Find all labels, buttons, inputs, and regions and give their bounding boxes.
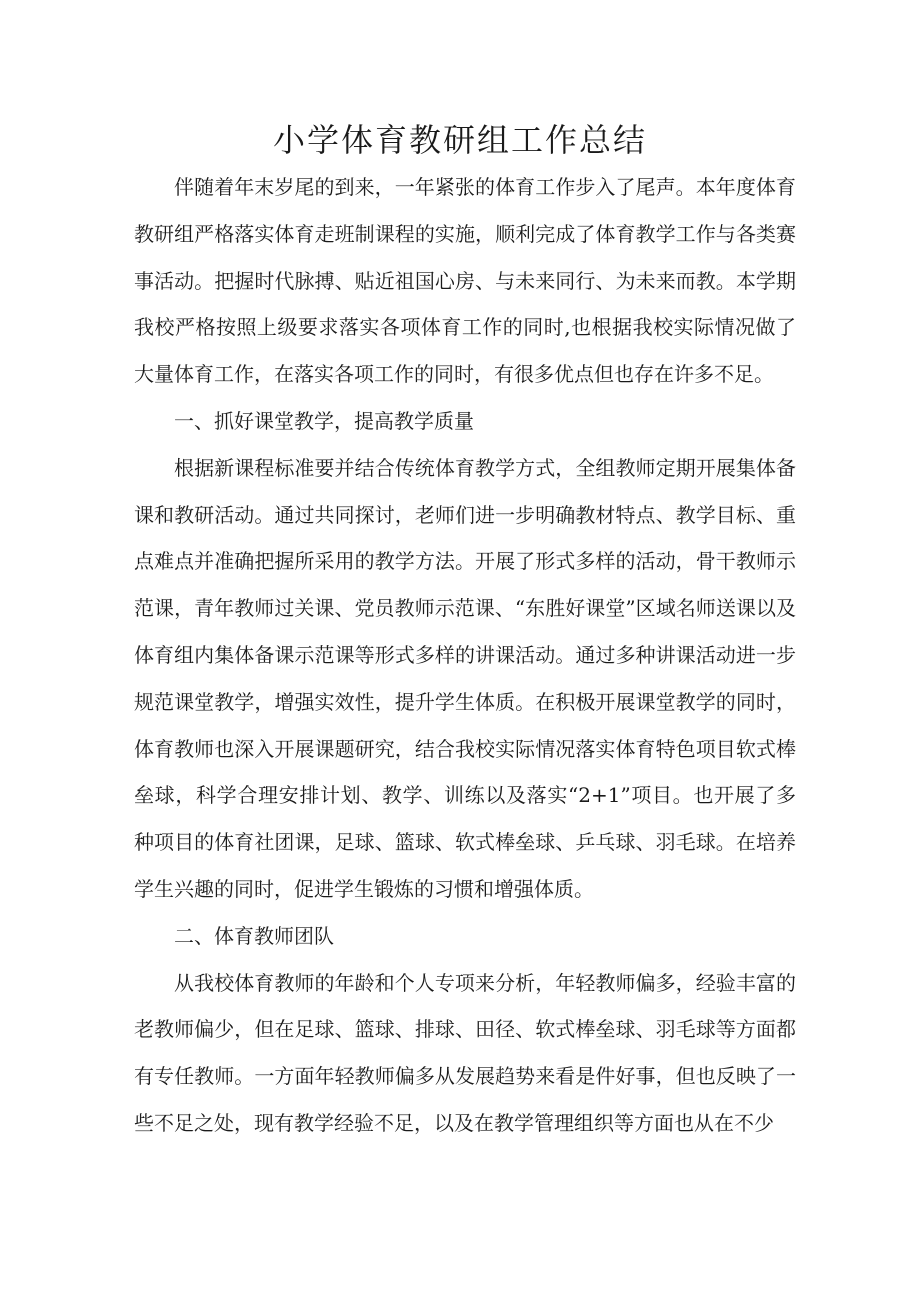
document-body xyxy=(134,164,796,1147)
section-2-paragraph: 从我校体育教师的年龄和个人专项来分析，年轻教师偏多，经验丰富的老教师偏少，但在足球、篮球、排球、田径、软式棒垒球、羽毛球等方面都有专任教师。一方面年轻教师偏多从发展趋势来看是件好事，但也反映了一些不足之处，现有教学经验不足，以及在教学管理组织等方面也从在不少 xyxy=(134,970,796,1135)
section-heading-1: 一、抓好课堂教学，提高教学质量 xyxy=(174,408,474,433)
document-title: 小学体育教研组工作总结 xyxy=(272,121,647,159)
section-heading-2: 二、体育教师团队 xyxy=(174,923,334,948)
section-1-paragraph: 根据新课程标准要并结合传统体育教学方式，全组教师定期开展集体备课和教研活动。通过共同探讨，老师们进一步明确教材特点、教学目标、重点难点并准确把握所采用的教学方法。开展了形式多样的活动，骨干教师示范课，青年教师过关课、党员教师示范课、“东胜好课堂”区域名师送课以及体育组内集体备课示范课等形式多样的讲课活动。通过多种讲课活动进一步规范课堂教学，增强实效性，提升学生体质。在积极开展课堂教学的同时，体育教师也深入开展课题研究，结合我校实际情况落实体育特色项目软式棒垒球，科学合理安排计划、教学、训练以及落实“2+1”项目。也开展了多种项目的体育社团课，足球、篮球、软式棒垒球、乒乓球、羽毛球。在培养学生兴趣的同时，促进学生锻炼的习惯和增强体质。 xyxy=(134,455,796,901)
intro-paragraph: 伴随着年末岁尾的到来，一年紧张的体育工作步入了尾声。本年度体育教研组严格落实体育走班制课程的实施，顺利完成了体育教学工作与各类赛事活动。把握时代脉搏、贴近祖国心房、与未来同行、为未来而教。本学期我校严格按照上级要求落实各项体育工作的同时,也根据我校实际情况做了大量体育工作，在落实各项工作的同时，有很多优点但也存在许多不足。 xyxy=(134,175,796,387)
